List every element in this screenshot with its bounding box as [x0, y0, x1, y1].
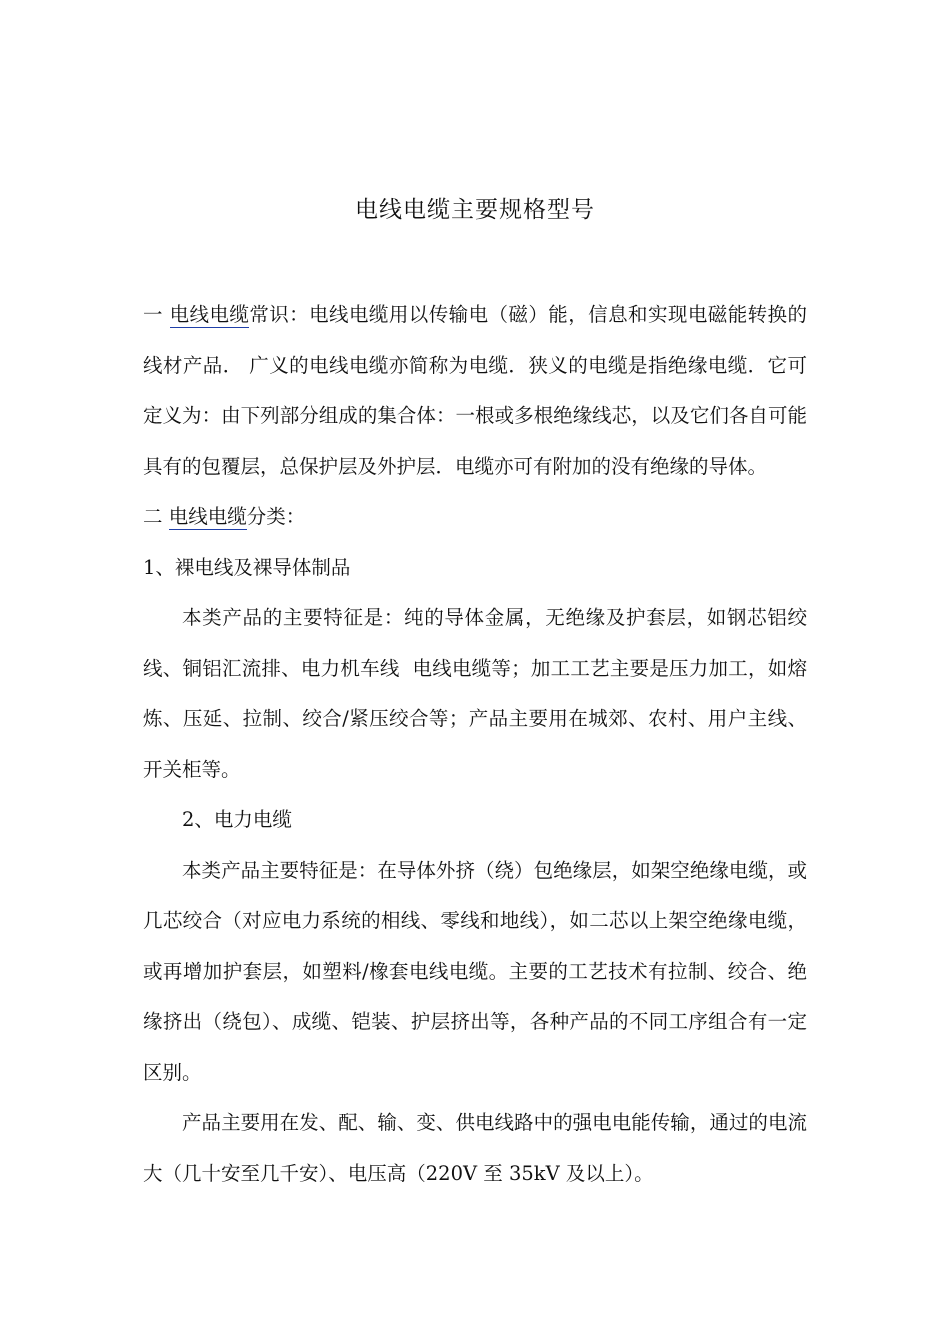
paragraph-classification-heading	[143, 492, 807, 543]
paragraph-common-knowledge	[143, 290, 807, 492]
document-body	[143, 290, 807, 1199]
subheading-power-cable: 2、电力电缆	[182, 808, 292, 831]
paragraph-power-cable-usage: 产品主要用在发、配、输、变、供电线路中的强电电能传输，通过的电流大（几十安至几千安）、电压高（220V 至 35kV 及以上）。	[143, 1111, 807, 1185]
paragraph-text: 常识：电线电缆用以传输电（磁）能，信息和实现电磁能转换的线材产品． 广义的电线电缆亦简称为电缆．狭义的电缆是指绝缘电缆．它可定义为：由下列部分组成的集合体：一根或多根绝缘线芯，以及它们各自可能具有的包覆层，总保护层及外护层．电缆亦可有附加的没有绝缘的导体。	[143, 303, 807, 478]
section-number: 一	[143, 303, 170, 326]
paragraph-bare-wire: 本类产品的主要特征是：纯的导体金属，无绝缘及护套层，如钢芯铝绞线、铜铝汇流排、电力机车线 电线电缆等；加工工艺主要是压力加工，如熔炼、压延、拉制、绞合/紧压绞合等；产品主要用在城郊、农村、用户主线、开关柜等。	[143, 606, 807, 781]
paragraph-text: 分类：	[246, 505, 306, 528]
section-number: 二	[143, 505, 169, 528]
subheading-bare-wire: 1、裸电线及裸导体制品	[143, 555, 351, 579]
paragraph-power-cable: 本类产品主要特征是：在导体外挤（绕）包绝缘层，如架空绝缘电缆，或几芯绞合（对应电力系统的相线、零线和地线），如二芯以上架空绝缘电缆，或再增加护套层，如塑料/橡套电线电缆。主要的工艺技术有拉制、绞合、绝缘挤出（绕包）、成缆、铠装、护层挤出等，各种产品的不同工序组合有一定区别。	[143, 858, 807, 1084]
document-title: 电线电缆主要规格型号	[355, 197, 595, 223]
keyword-link[interactable]: 电线电缆	[169, 303, 250, 326]
keyword-link[interactable]: 电线电缆	[168, 505, 247, 528]
